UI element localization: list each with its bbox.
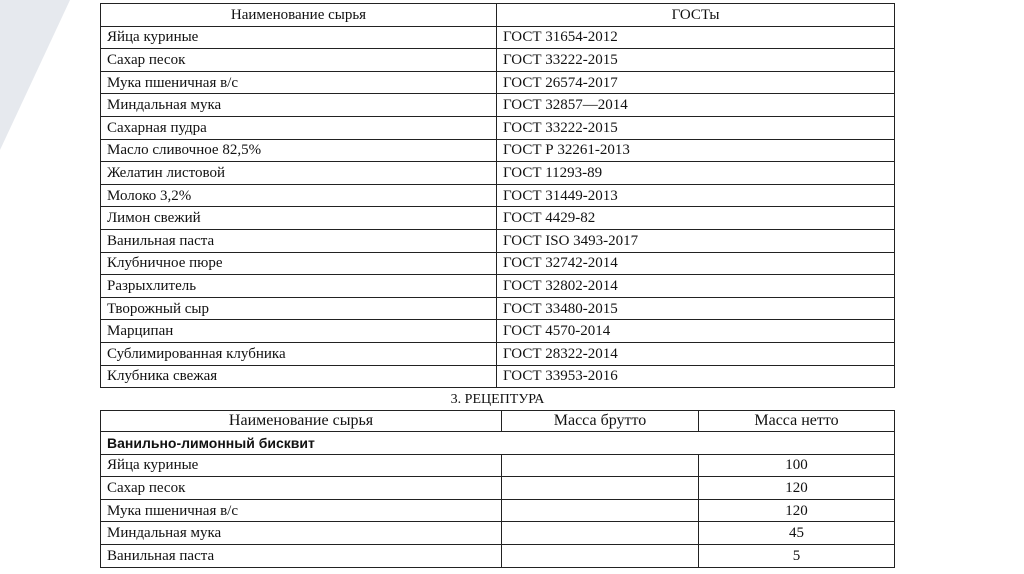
gost-cell: ГОСТ 11293-89 xyxy=(497,162,895,185)
net-weight-cell: 45 xyxy=(699,522,895,545)
table-row xyxy=(101,522,895,545)
header-net-weight: Масса нетто xyxy=(699,411,895,432)
table-row xyxy=(101,297,895,320)
gost-cell: ГОСТ 32802-2014 xyxy=(497,275,895,298)
raw-material-cell: Творожный сыр xyxy=(101,297,497,320)
table-row xyxy=(101,252,895,275)
table-row xyxy=(101,49,895,72)
raw-material-cell: Яйца куриные xyxy=(101,454,502,477)
recipe-table-body xyxy=(101,432,895,568)
raw-material-cell: Сублимированная клубника xyxy=(101,342,497,365)
gost-cell: ГОСТ 33222-2015 xyxy=(497,116,895,139)
raw-material-cell: Яйца куриные xyxy=(101,26,497,49)
recipe-table-header xyxy=(101,411,895,432)
gost-cell: ГОСТ 33222-2015 xyxy=(497,49,895,72)
gost-cell: ГОСТ 28322-2014 xyxy=(497,342,895,365)
header-gost: ГОСТы xyxy=(497,4,895,27)
gost-cell: ГОСТ 31449-2013 xyxy=(497,184,895,207)
gost-cell: ГОСТ 32742-2014 xyxy=(497,252,895,275)
recipe-section-title: 3. РЕЦЕПТУРА xyxy=(450,392,545,407)
gost-cell: ГОСТ 4570-2014 xyxy=(497,320,895,343)
gross-weight-cell xyxy=(502,499,699,522)
raw-material-cell: Ванильная паста xyxy=(101,229,497,252)
table-row xyxy=(101,139,895,162)
table-row xyxy=(101,229,895,252)
gost-cell: ГОСТ 33480-2015 xyxy=(497,297,895,320)
gost-cell: ГОСТ 32857—2014 xyxy=(497,94,895,117)
table-row xyxy=(101,275,895,298)
table-row xyxy=(101,365,895,388)
raw-material-cell: Миндальная мука xyxy=(101,522,502,545)
table-row xyxy=(101,71,895,94)
gost-cell: ГОСТ 33953-2016 xyxy=(497,365,895,388)
table-row xyxy=(101,544,895,567)
raw-material-cell: Ванильная паста xyxy=(101,544,502,567)
net-weight-cell: 120 xyxy=(699,477,895,500)
table-row xyxy=(101,207,895,230)
table-row xyxy=(101,320,895,343)
raw-material-cell: Масло сливочное 82,5% xyxy=(101,139,497,162)
raw-material-cell: Мука пшеничная в/с xyxy=(101,71,497,94)
gost-cell: ГОСТ 26574-2017 xyxy=(497,71,895,94)
header-raw-material: Наименование сырья xyxy=(101,4,497,27)
raw-material-cell: Сахарная пудра xyxy=(101,116,497,139)
table-row xyxy=(101,184,895,207)
recipe-group-title: Ванильно-лимонный бисквит xyxy=(101,432,895,455)
gost-cell: ГОСТ 4429-82 xyxy=(497,207,895,230)
header-gross-weight: Масса брутто xyxy=(502,411,699,432)
gross-weight-cell xyxy=(502,522,699,545)
raw-material-cell: Желатин листовой xyxy=(101,162,497,185)
table-row xyxy=(101,342,895,365)
raw-material-cell: Сахар песок xyxy=(101,477,502,500)
gost-cell: ГОСТ Р 32261-2013 xyxy=(497,139,895,162)
gross-weight-cell xyxy=(502,477,699,500)
raw-material-cell: Мука пшеничная в/с xyxy=(101,499,502,522)
raw-material-cell: Лимон свежий xyxy=(101,207,497,230)
recipe-table xyxy=(100,410,895,568)
net-weight-cell: 5 xyxy=(699,544,895,567)
gost-table-body xyxy=(101,26,895,388)
gost-cell: ГОСТ 31654-2012 xyxy=(497,26,895,49)
decor-triangle-top-left xyxy=(0,0,70,150)
table-row xyxy=(101,499,895,522)
raw-material-cell: Марципан xyxy=(101,320,497,343)
raw-material-cell: Молоко 3,2% xyxy=(101,184,497,207)
table-row xyxy=(101,94,895,117)
raw-material-cell: Миндальная мука xyxy=(101,94,497,117)
gross-weight-cell xyxy=(502,454,699,477)
raw-material-cell: Клубничное пюре xyxy=(101,252,497,275)
table-row xyxy=(101,116,895,139)
gost-table-header xyxy=(101,4,895,27)
gross-weight-cell xyxy=(502,544,699,567)
table-row xyxy=(101,26,895,49)
header-raw-material: Наименование сырья xyxy=(101,411,502,432)
raw-material-cell: Разрыхлитель xyxy=(101,275,497,298)
raw-material-cell: Сахар песок xyxy=(101,49,497,72)
gost-cell: ГОСТ ISO 3493-2017 xyxy=(497,229,895,252)
net-weight-cell: 120 xyxy=(699,499,895,522)
table-row xyxy=(101,477,895,500)
net-weight-cell: 100 xyxy=(699,454,895,477)
gost-table xyxy=(100,3,895,388)
table-row xyxy=(101,162,895,185)
table-row xyxy=(101,454,895,477)
recipe-group-row xyxy=(101,432,895,455)
raw-material-cell: Клубника свежая xyxy=(101,365,497,388)
